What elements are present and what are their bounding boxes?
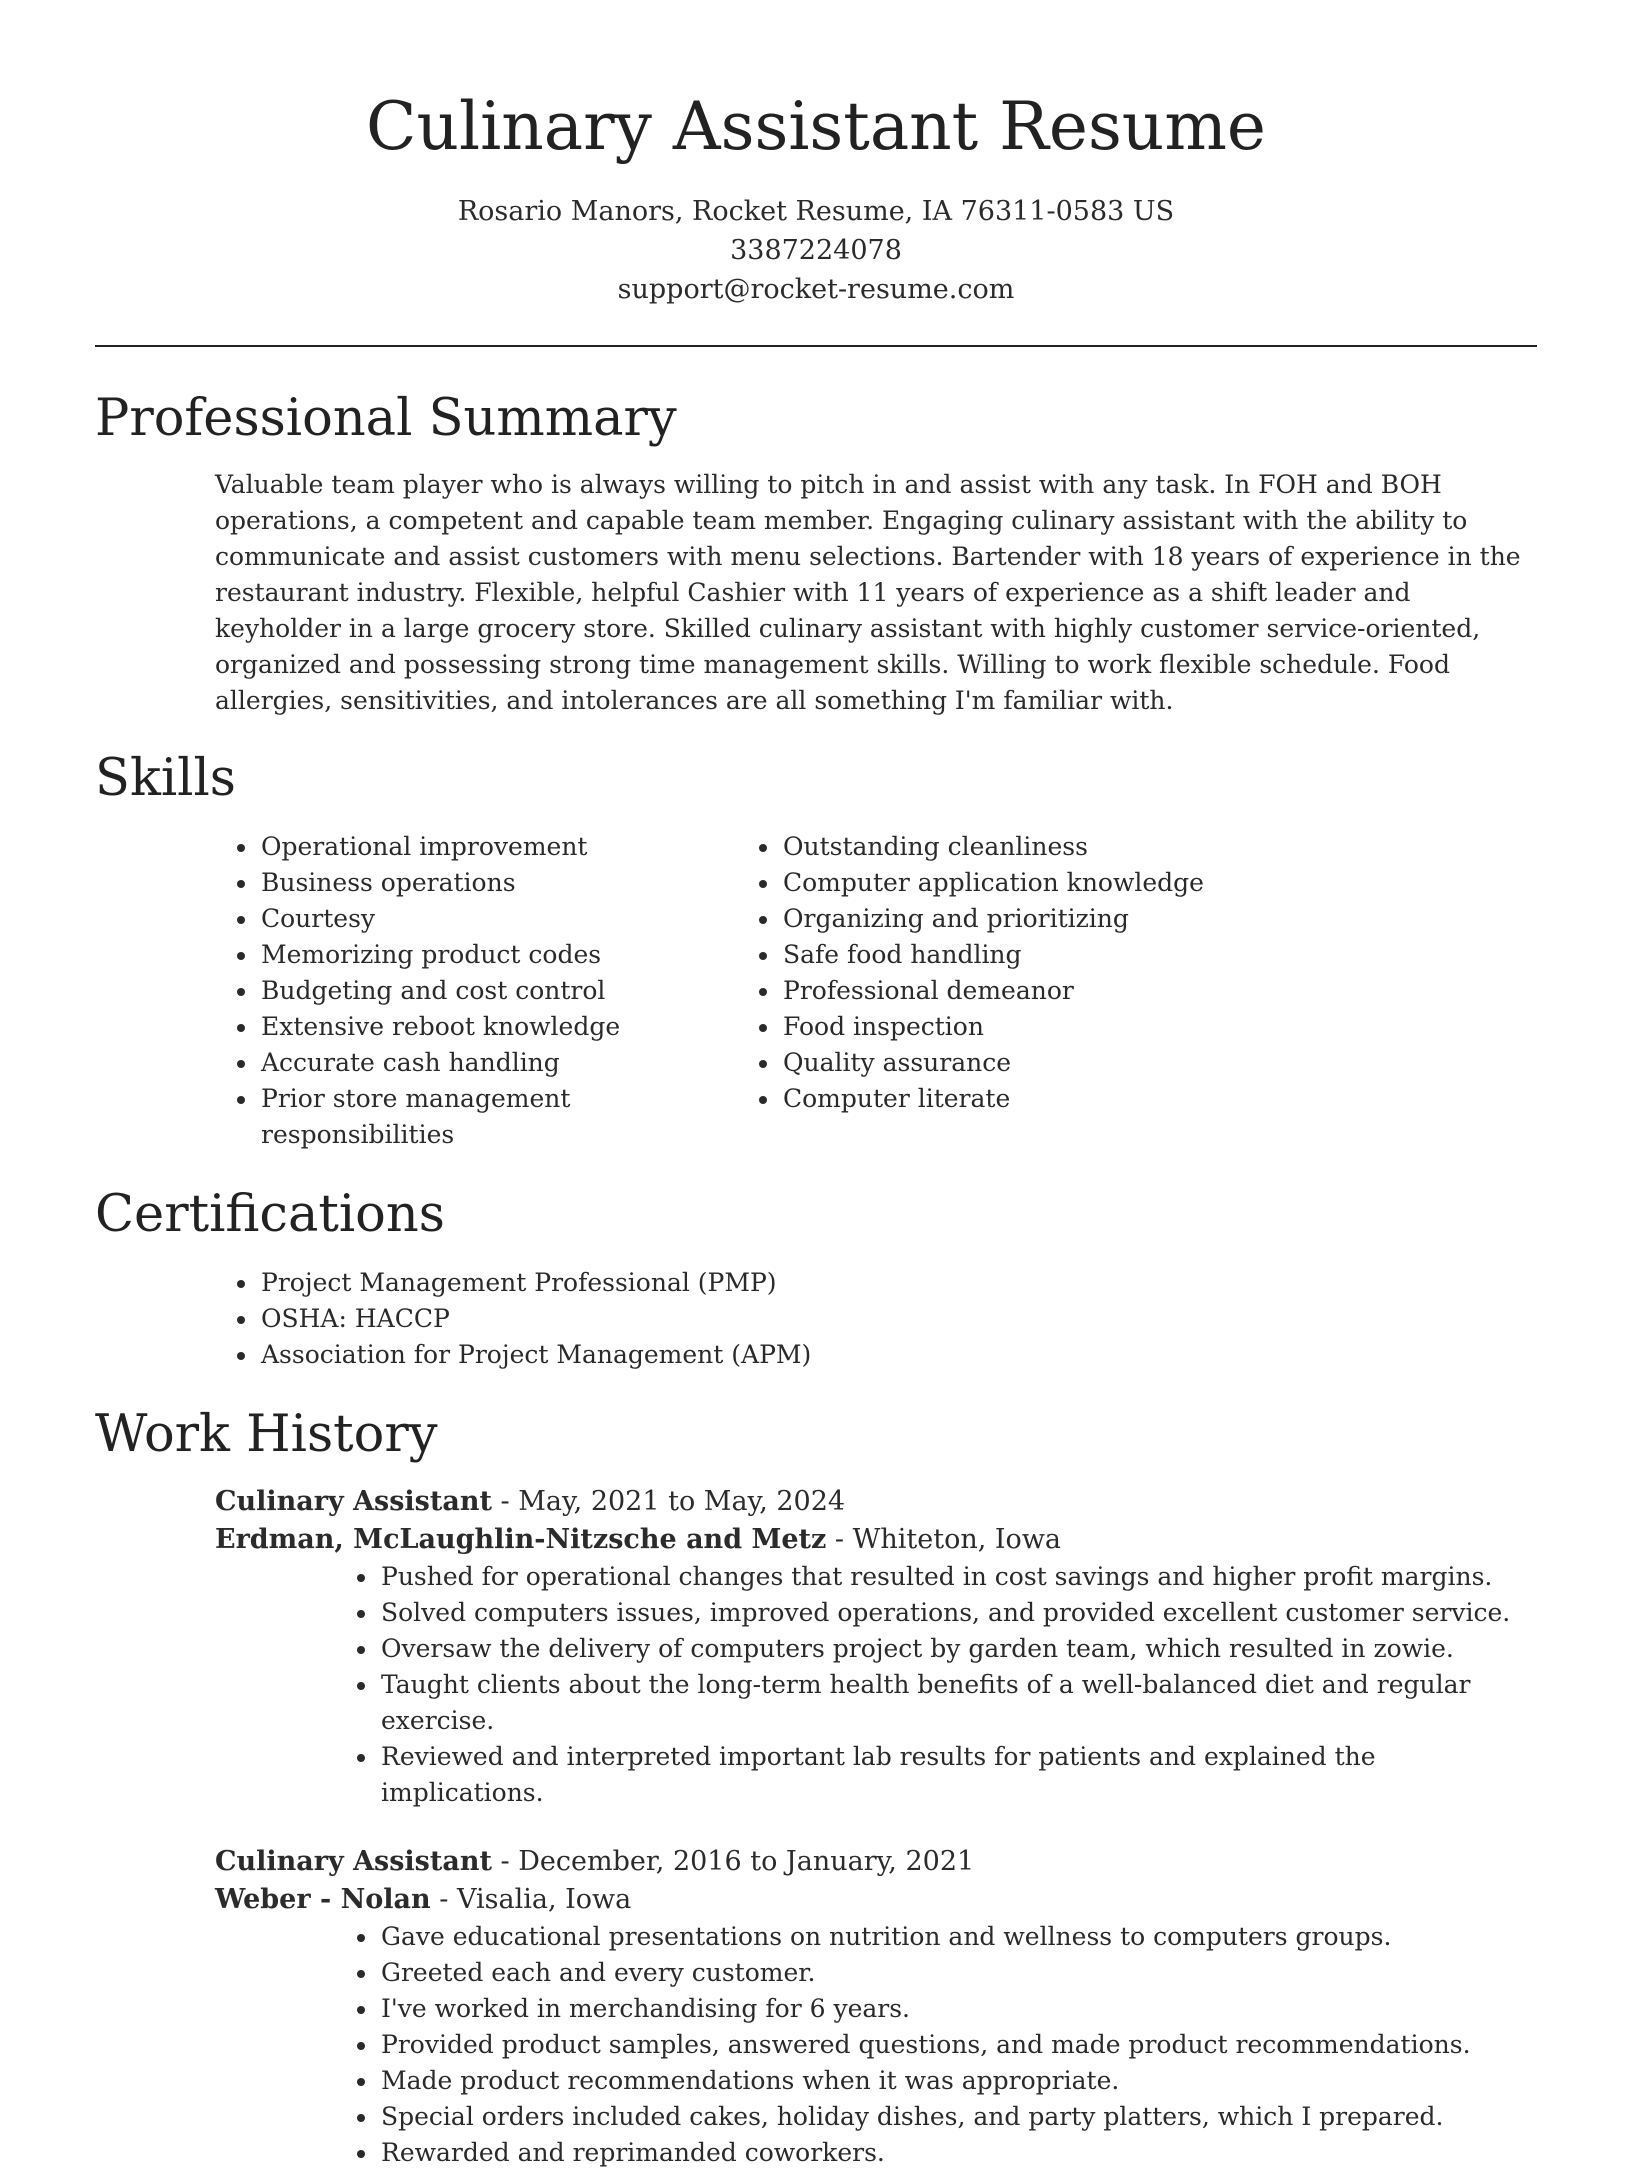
skill-item: • Accurate cash handling: [259, 1045, 737, 1081]
job-entry: [215, 1483, 1526, 1811]
job-bullet: • Rewarded and reprimanded coworkers.: [379, 2135, 1526, 2171]
job-bullet: • Gave educational presentations on nutrition and wellness to computers groups.: [379, 1919, 1526, 1955]
certification-item: • Association for Project Management (APM): [259, 1337, 1526, 1373]
job-bullets: [215, 1919, 1526, 2171]
resume-header: [0, 0, 1632, 309]
job-location: - Whiteton, Iowa: [826, 1524, 1062, 1555]
certifications-section: [0, 1183, 1632, 1373]
skill-item: • Organizing and prioritizing: [781, 901, 1381, 937]
certification-item: • OSHA: HACCP: [259, 1301, 1526, 1337]
summary-heading: Professional Summary: [95, 389, 677, 448]
skill-item: • Courtesy: [259, 901, 737, 937]
skill-item: • Operational improvement: [259, 829, 737, 865]
job-dates: - December, 2016 to January, 2021: [491, 1846, 975, 1877]
summary-text: Valuable team player who is always willing to pitch in and assist with any task. In FOH and BOH operations, a competent and capable team member. Engaging culinary assistant with the ability to communicate and assist customers with menu selections. Bartender with 18 years of experience in the restaurant industry. Flexible, helpful Cashier with 11 years of experience as a shift leader and keyholder in a large grocery store. Skilled culinary assistant with highly customer service-oriented, organized and possessing strong time management skills. Willing to work flexible schedule. Food allergies, sensitivities, and intolerances are all something I'm familiar with.: [215, 470, 1521, 715]
summary-section: [0, 387, 1632, 719]
job-bullet: • Made product recommendations when it was appropriate.: [379, 2063, 1526, 2099]
work-section: [0, 1403, 1632, 2171]
job-dates: - May, 2021 to May, 2024: [491, 1486, 846, 1517]
job-title: Culinary Assistant: [215, 1486, 492, 1517]
skill-item: • Business operations: [259, 865, 737, 901]
skill-item: • Extensive reboot knowledge: [259, 1009, 737, 1045]
contact-email: support@rocket-resume.com: [617, 274, 1015, 305]
skill-item: • Budgeting and cost control: [259, 973, 737, 1009]
contact-block: [0, 192, 1632, 309]
certifications-heading: Certifications: [95, 1185, 445, 1244]
job-company-line: [215, 1881, 1526, 1919]
job-bullet: • Reviewed and interpreted important lab results for patients and explained the implications.: [379, 1739, 1526, 1811]
job-entry: [215, 1843, 1526, 2171]
skills-grid: [95, 829, 1526, 1153]
job-bullet: • Greeted each and every customer.: [379, 1955, 1526, 1991]
skill-item: • Outstanding cleanliness: [781, 829, 1381, 865]
certification-item: • Project Management Professional (PMP): [259, 1265, 1526, 1301]
job-bullet: • Pushed for operational changes that resulted in cost savings and higher profit margins.: [379, 1559, 1526, 1595]
contact-phone: 3387224078: [730, 235, 902, 266]
contact-address: Rosario Manors, Rocket Resume, IA 76311-0583 US: [457, 196, 1175, 227]
job-company-line: [215, 1521, 1526, 1559]
resume-title: Culinary Assistant Resume: [366, 88, 1266, 165]
skill-item: • Prior store management responsibilities: [259, 1081, 737, 1153]
job-bullet: • Provided product samples, answered questions, and made product recommendations.: [379, 2027, 1526, 2063]
skill-item: • Computer application knowledge: [781, 865, 1381, 901]
skill-item: • Professional demeanor: [781, 973, 1381, 1009]
job-title: Culinary Assistant: [215, 1846, 492, 1877]
job-title-line: [215, 1483, 1526, 1521]
job-company: Erdman, McLaughlin-Nitzsche and Metz: [215, 1524, 827, 1555]
skill-item: • Computer literate: [781, 1081, 1381, 1117]
header-divider: [95, 345, 1537, 347]
skill-item: • Food inspection: [781, 1009, 1381, 1045]
skills-heading: Skills: [95, 749, 236, 808]
skill-item: • Quality assurance: [781, 1045, 1381, 1081]
skill-item: • Safe food handling: [781, 937, 1381, 973]
job-bullet: • I've worked in merchandising for 6 years.: [379, 1991, 1526, 2027]
skill-item: • Memorizing product codes: [259, 937, 737, 973]
job-bullet: • Special orders included cakes, holiday dishes, and party platters, which I prepared.: [379, 2099, 1526, 2135]
job-title-line: [215, 1843, 1526, 1881]
job-company: Weber - Nolan: [215, 1884, 431, 1915]
skills-section: [0, 747, 1632, 1153]
skills-list-right: [737, 829, 1381, 1153]
certifications-list: [95, 1265, 1526, 1373]
job-bullet: • Oversaw the delivery of computers project by garden team, which resulted in zowie.: [379, 1631, 1526, 1667]
job-bullet: • Solved computers issues, improved operations, and provided excellent customer service.: [379, 1595, 1526, 1631]
work-heading: Work History: [95, 1405, 438, 1464]
job-location: - Visalia, Iowa: [430, 1884, 632, 1915]
job-bullets: [215, 1559, 1526, 1811]
job-bullet: • Taught clients about the long-term health benefits of a well-balanced diet and regular exercise.: [379, 1667, 1526, 1739]
skills-list-left: [95, 829, 737, 1153]
